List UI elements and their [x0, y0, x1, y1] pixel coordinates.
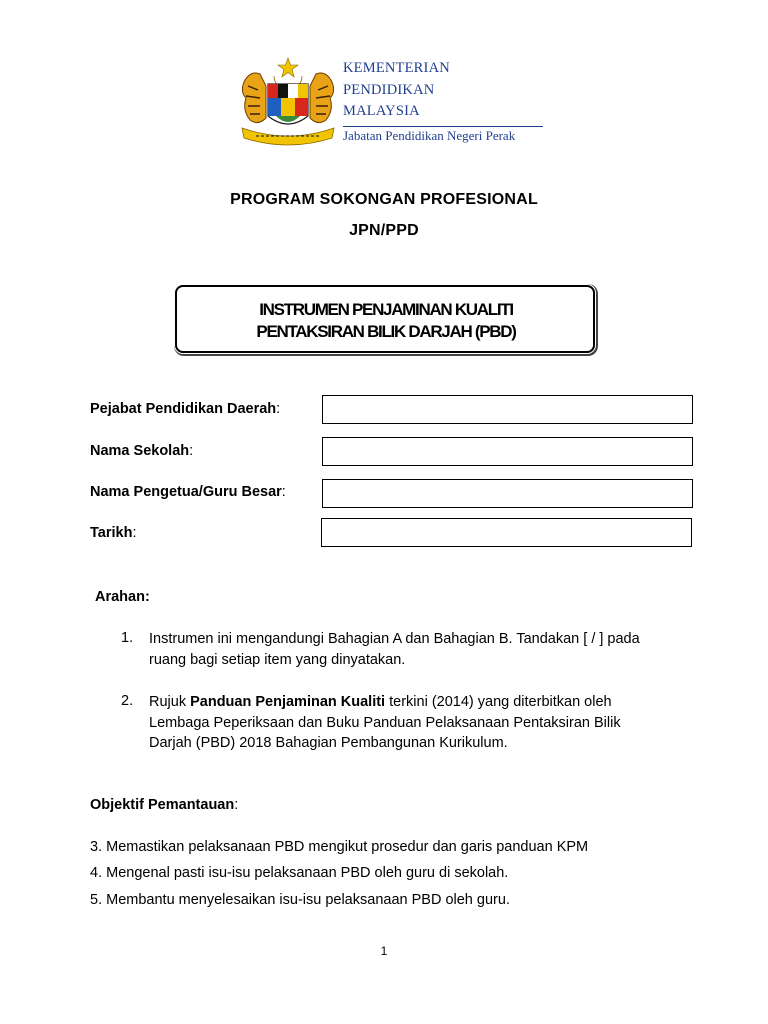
field-label-school-name: Nama Sekolah:: [90, 443, 194, 459]
date-field[interactable]: [321, 518, 692, 547]
ministry-line-1: KEMENTERIAN: [343, 60, 450, 76]
instruction-text-2: Rujuk Panduan Penjaminan Kualiti terkini (2014) yang diterbitkan oleh Lembaga Peperiksaan dan Buku Panduan Pelaksanaan Pentaksiran Bilik Darjah (PBD) 2018 Bahagian Pembangunan Kurikulum.: [149, 694, 621, 751]
principal-name-field[interactable]: [322, 479, 693, 508]
instrument-title: INSTRUMEN PENJAMINAN KUALITI PENTAKSIRAN BILIK DARJAH (PBD): [256, 300, 516, 341]
instruction-number-1: 1.: [121, 630, 134, 646]
page-number: 1: [380, 944, 388, 958]
field-label-district-office: Pejabat Pendidikan Daerah:: [90, 401, 281, 417]
ministry-name-block: [343, 58, 548, 144]
district-office-field[interactable]: [322, 395, 693, 424]
field-label-date: Tarikh:: [90, 525, 137, 541]
instructions-heading: Arahan:: [95, 589, 150, 605]
field-label-principal-name: Nama Pengetua/Guru Besar:: [90, 484, 286, 500]
coat-of-arms-logo: [236, 56, 340, 148]
instruction-text-1: Instrumen ini mengandungi Bahagian A dan Bahagian B. Tandakan [ / ] pada ruang bagi setiap item yang dinyatakan.: [149, 631, 640, 668]
department-name: Jabatan Pendidikan Negeri Perak: [343, 127, 516, 143]
unit-title: JPN/PPD: [349, 222, 419, 239]
ministry-line-2: PENDIDIKAN: [343, 81, 435, 98]
objective-item-4: 4. Mengenal pasti isu-isu pelaksanaan PBD oleh guru di sekolah.: [90, 865, 509, 881]
objective-item-5: 5. Membantu menyelesaikan isu-isu pelaksanaan PBD oleh guru.: [90, 892, 510, 908]
ministry-line-3: MALAYSIA: [343, 103, 420, 119]
objective-item-3: 3. Memastikan pelaksanaan PBD mengikut prosedur dan garis panduan KPM: [90, 839, 589, 855]
objectives-heading: Objektif Pemantauan:: [90, 797, 239, 813]
school-name-field[interactable]: [322, 437, 693, 466]
program-title: PROGRAM SOKONGAN PROFESIONAL: [230, 191, 538, 208]
instruction-number-2: 2.: [121, 693, 134, 709]
